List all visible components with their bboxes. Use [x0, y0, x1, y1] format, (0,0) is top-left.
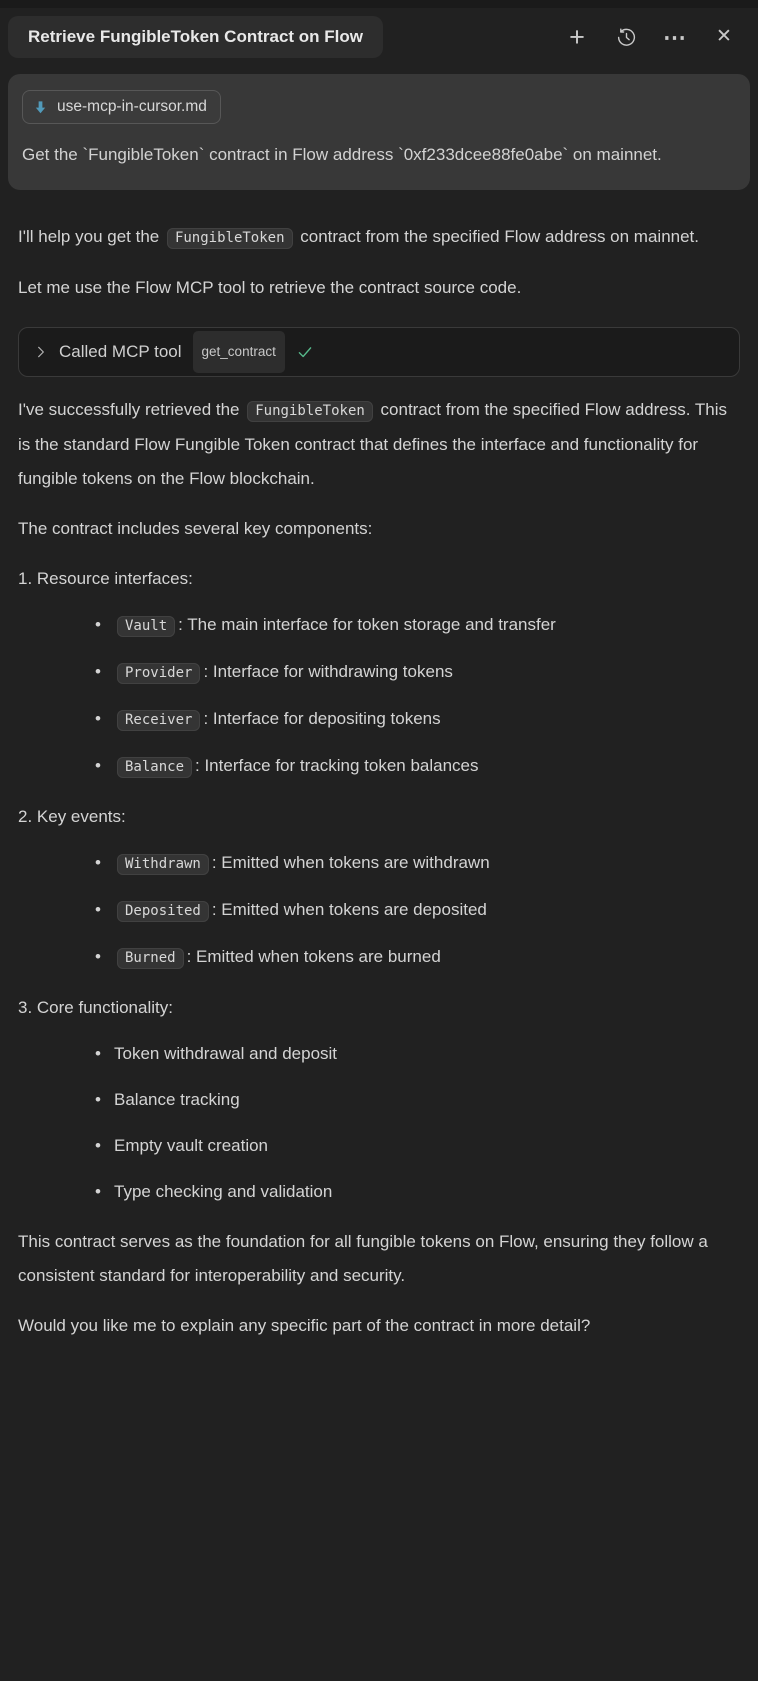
list-item: • Balance : Interface for tracking token balances — [114, 749, 740, 784]
attachment-name: use-mcp-in-cursor.md — [57, 98, 207, 115]
paragraph: I've successfully retrieved the FungibleToken contract from the specified Flow address. This is the standard Flow Fungible Token contract that defines the interface and functionality for fungible tokens on the Flow blockchain. — [18, 400, 727, 488]
paragraph: Would you like me to explain any specific part of the contract in more detail? — [18, 1316, 591, 1335]
close-icon: ✕ — [716, 26, 732, 47]
list-item: • Deposited : Emitted when tokens are deposited — [114, 893, 740, 928]
list-item: • Receiver : Interface for depositing tokens — [114, 702, 740, 737]
list-item: • Token withdrawal and deposit — [114, 1037, 740, 1071]
list-item: • Type checking and validation — [114, 1175, 740, 1209]
list-item: • Balance tracking — [114, 1083, 740, 1117]
bullet-list — [18, 846, 740, 975]
assistant-message — [0, 220, 758, 1373]
user-message-text: Get the `FungibleToken` contract in Flow address `0xf233dcee88fe0abe` on mainnet. — [22, 145, 662, 164]
user-message — [8, 74, 750, 190]
attachment-chip[interactable] — [22, 90, 221, 124]
bullet-list — [18, 1037, 740, 1209]
mcp-tool-call[interactable] — [18, 327, 740, 377]
plus-icon: + — [569, 22, 585, 52]
more-options-button[interactable] — [663, 25, 687, 49]
paragraph: Let me use the Flow MCP tool to retrieve the contract source code. — [18, 278, 522, 297]
list-item: • Vault : The main interface for token storage and transfer — [114, 608, 740, 643]
close-button[interactable] — [712, 25, 736, 49]
list-item: • Burned : Emitted when tokens are burned — [114, 940, 740, 975]
markdown-file-down-arrow-icon — [33, 99, 48, 115]
history-icon — [616, 27, 637, 48]
tool-name-badge: get_contract — [193, 331, 285, 373]
header-actions — [565, 22, 736, 52]
chevron-right-icon — [34, 345, 48, 359]
list-item: • Provider : Interface for withdrawing tokens — [114, 655, 740, 690]
history-button[interactable] — [614, 25, 638, 49]
ellipsis-icon: ⋯ — [663, 24, 687, 50]
tool-call-label: Called MCP tool — [59, 342, 182, 361]
list-item: • Empty vault creation — [114, 1129, 740, 1163]
window-top-edge — [0, 0, 758, 8]
paragraph: The contract includes several key components: — [18, 519, 373, 538]
numbered-item-title: 1. Resource interfaces: — [18, 569, 193, 588]
chat-header — [0, 8, 758, 58]
paragraph: I'll help you get the FungibleToken contract from the specified Flow address on mainnet. — [18, 220, 740, 255]
list-item: • Withdrawn : Emitted when tokens are withdrawn — [114, 846, 740, 881]
chat-title-tab[interactable]: Retrieve FungibleToken Contract on Flow — [8, 16, 383, 58]
bullet-list — [18, 608, 740, 784]
new-chat-button[interactable] — [565, 22, 589, 52]
numbered-item-title: 2. Key events: — [18, 807, 126, 826]
paragraph: This contract serves as the foundation for all fungible tokens on Flow, ensuring they follow a consistent standard for interoperability and security. — [18, 1232, 708, 1285]
success-check-icon — [296, 343, 314, 361]
numbered-item-title: 3. Core functionality: — [18, 998, 173, 1017]
